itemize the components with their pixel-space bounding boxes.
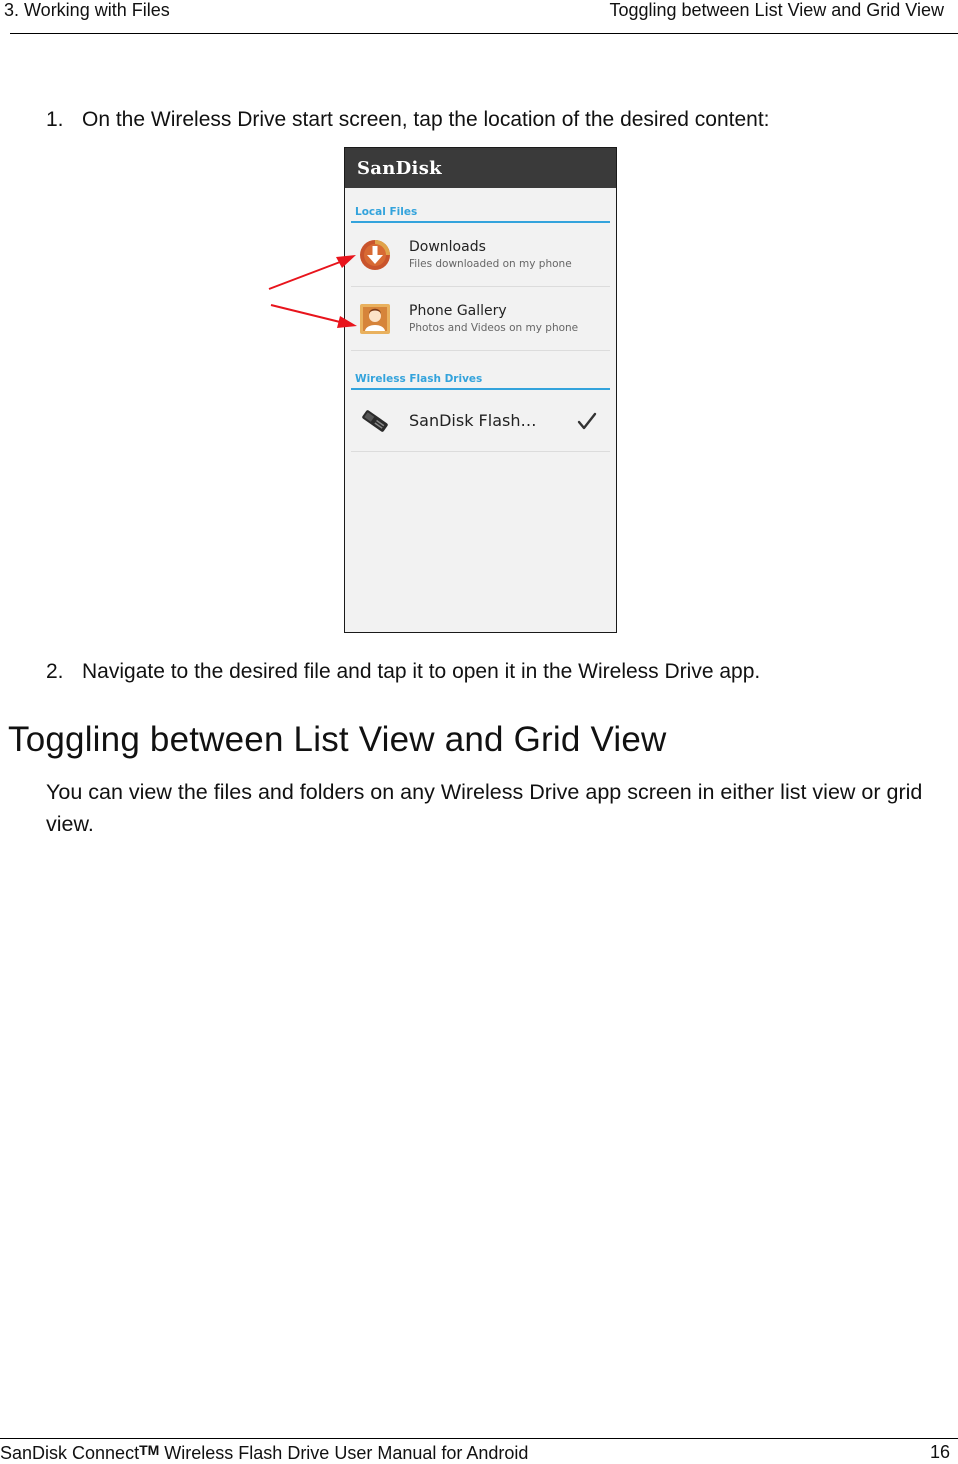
footer-title-prefix: SanDisk Connect [0,1443,140,1463]
footer-rule [0,1438,958,1439]
step-1 [46,108,770,132]
sandisk-logo: SanDisk [357,157,442,179]
local-files-heading: Local Files [351,188,610,223]
list-item-sandisk-flash[interactable] [351,390,610,452]
list-item-downloads[interactable] [351,223,610,287]
page-number: 16 [929,1442,950,1462]
item-title: Downloads [409,239,486,255]
body-paragraph: You can view the files and folders on any Wireless Drive app screen in either list view or grid view. [46,780,923,836]
item-subtitle: Photos and Videos on my phone [409,322,579,334]
step-number: 1. [46,108,64,131]
step-text: Navigate to the desired file and tap it to open it in the Wireless Drive app. [82,660,761,683]
phone-screenshot [344,147,617,633]
flash-drive-icon [359,405,391,437]
header-rule [10,33,958,34]
item-subtitle: Files downloaded on my phone [409,258,572,270]
download-icon [359,239,391,271]
section-title: Toggling between List View and Grid View [8,720,667,759]
gallery-icon [359,303,391,335]
step-2 [46,660,760,684]
list-item-phone-gallery[interactable] [351,287,610,351]
footer-title-suffix: Wireless Flash Drive User Manual for Android [159,1443,529,1463]
callout-arrow-gallery [271,305,340,322]
running-header-section: Toggling between List View and Grid View [609,0,944,20]
app-bar [345,148,616,188]
item-title: Phone Gallery [409,303,507,319]
running-header-chapter: 3. Working with Files [4,0,170,20]
checkmark-icon [576,410,598,432]
wireless-drives-heading: Wireless Flash Drives [351,351,610,390]
step-text: On the Wireless Drive start screen, tap the location of the desired content: [82,108,770,131]
callout-arrow-downloads [269,262,340,289]
step-number: 2. [46,660,64,683]
trademark-symbol: TM [139,1442,160,1458]
drive-name: SanDisk Flash… [409,411,537,430]
